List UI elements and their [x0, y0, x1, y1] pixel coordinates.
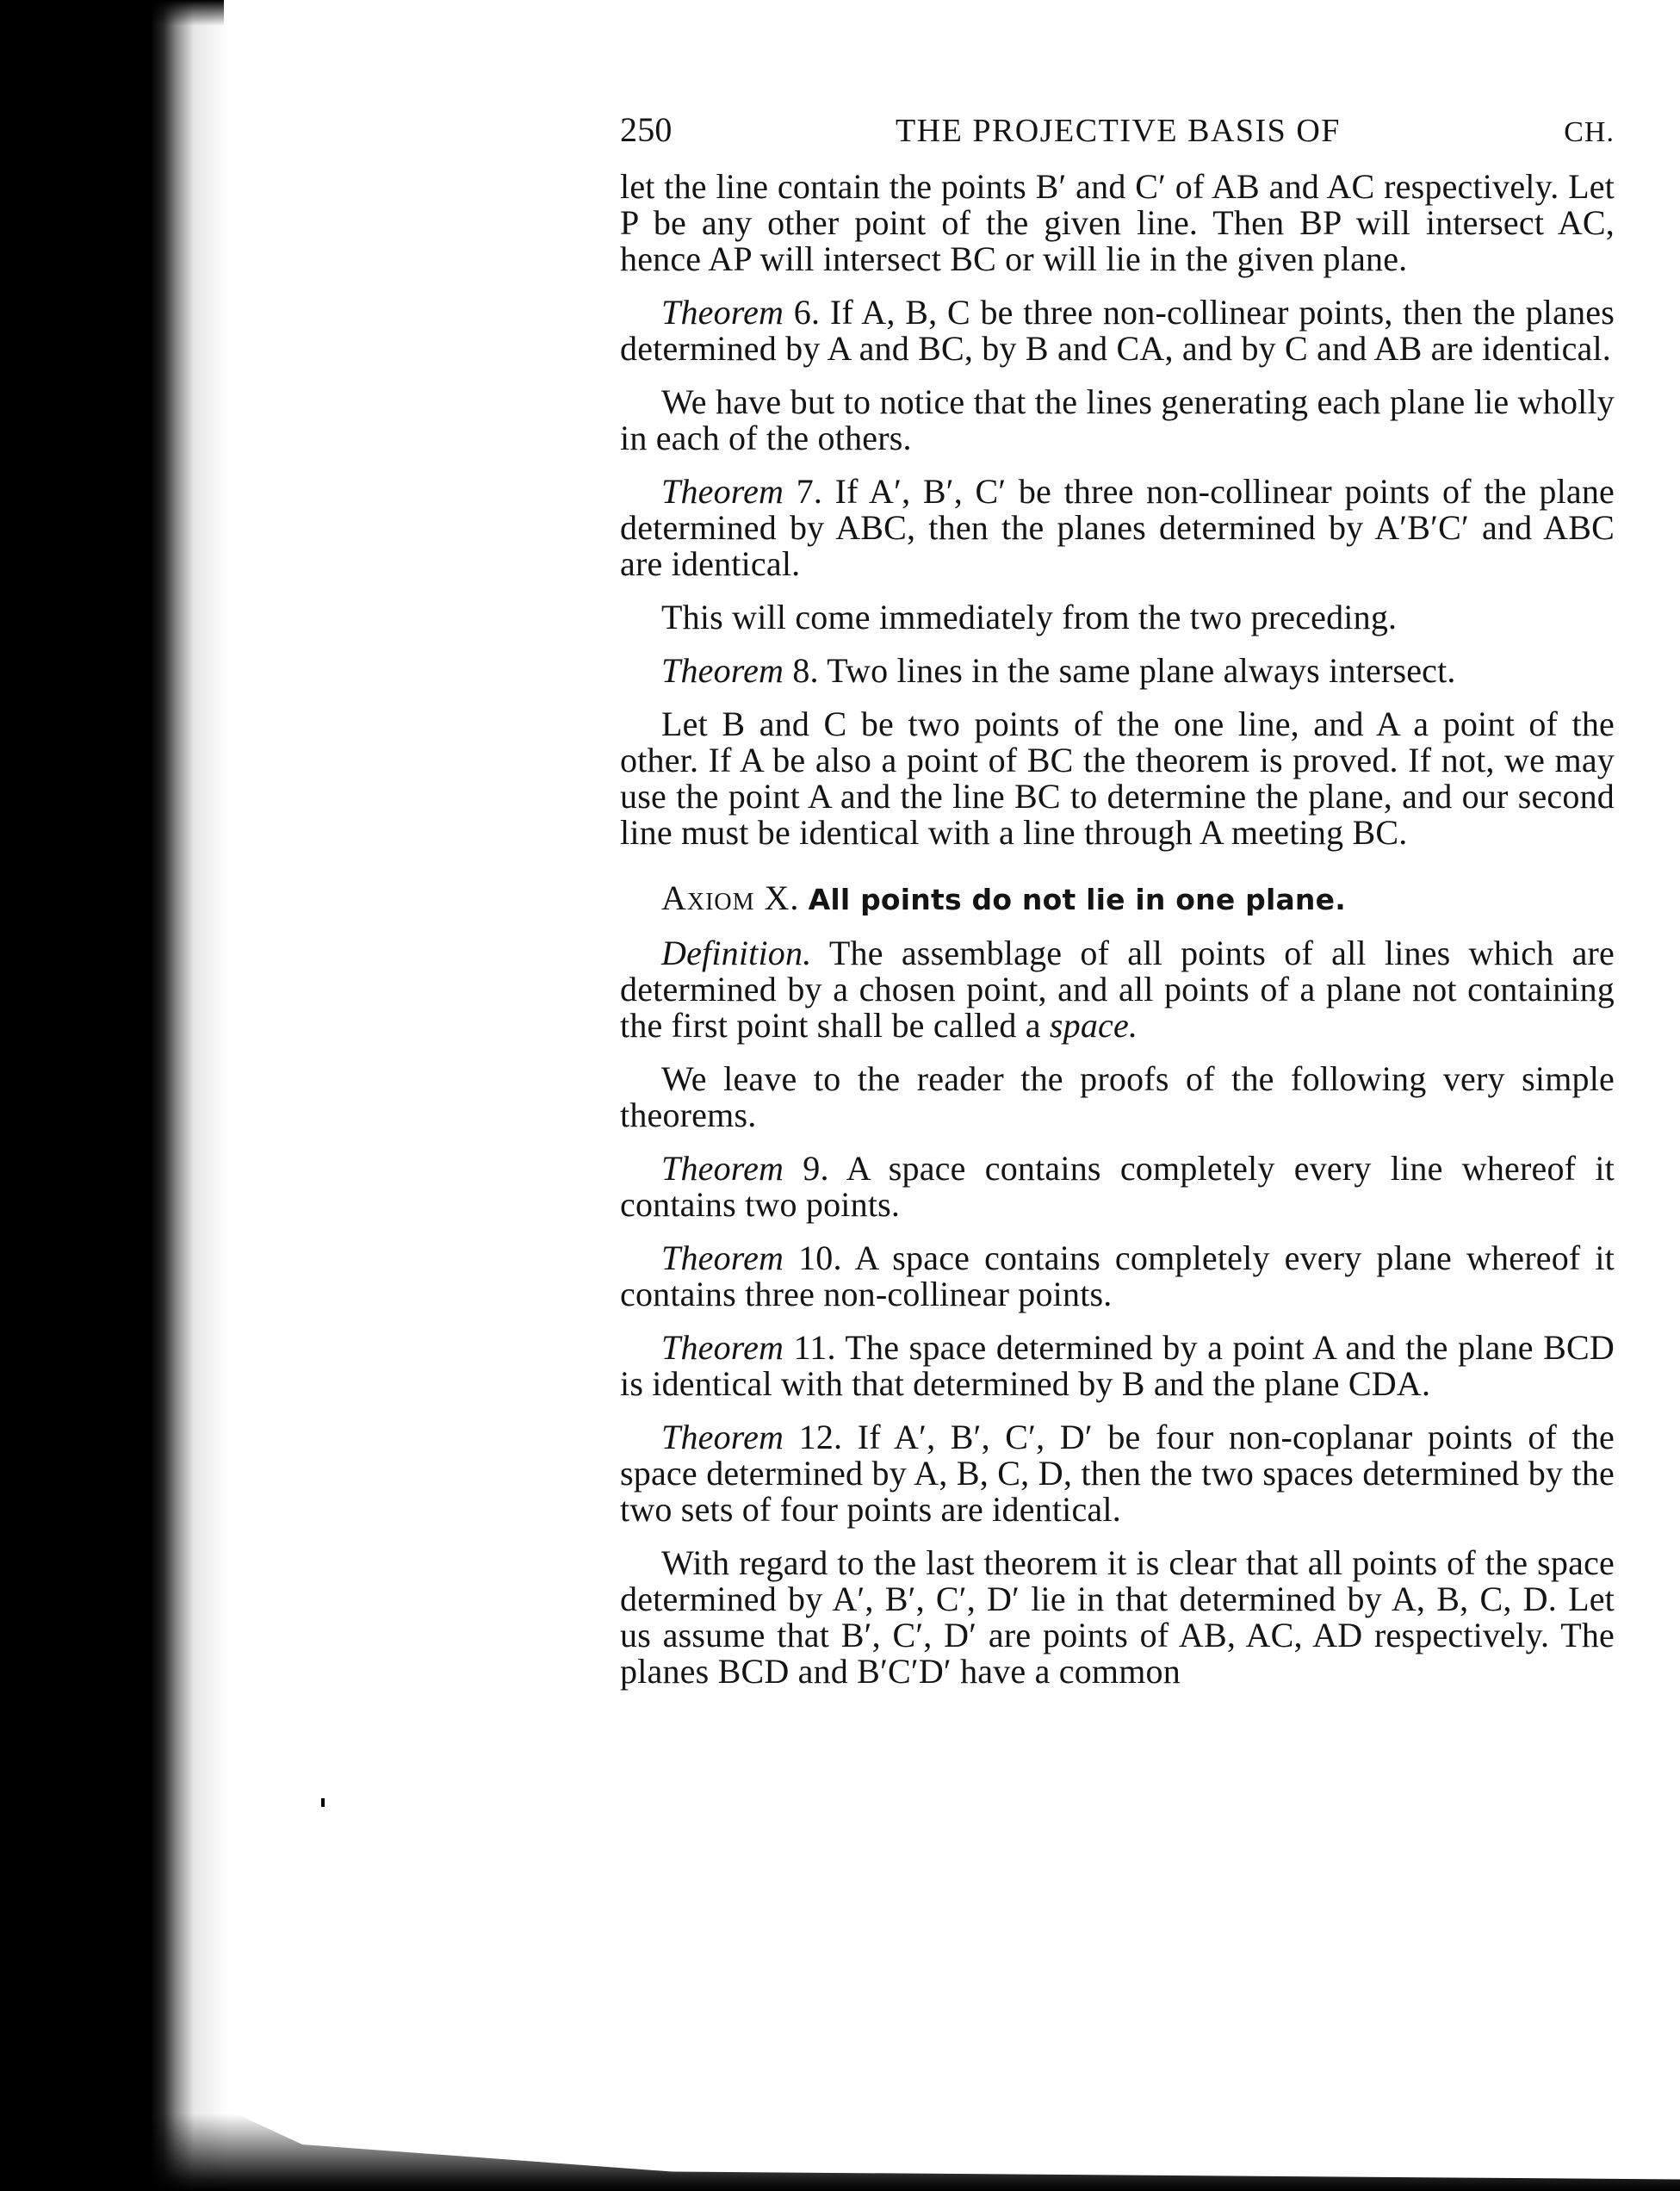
theorem-text: 10. A space contains completely every plane whereof it contains three non-collinear points. — [620, 1238, 1615, 1313]
theorem-text: 9. A space contains completely every line whereof it contains two points. — [620, 1149, 1615, 1224]
scan-bottom-edge — [0, 2113, 1680, 2191]
paragraph-continuation: let the line contain the points B′ and C′ of AB and AC respectively. Let P be any other point of the given line. Then BP will intersect AC, hence AP will intersect BC or will lie in the given plane. — [620, 167, 1615, 278]
theorem-8 — [620, 653, 1615, 689]
theorem-label: Theorem — [661, 1418, 784, 1456]
theorem-label: Theorem — [661, 651, 784, 690]
axiom-x — [620, 880, 1615, 918]
paragraph-last-theorem: With regard to the last theorem it is clear that all points of the space determined by A′, B′, C′, D′ lie in that determined by A, B, C, D. Let us assume that B′, C′, D′ are points of AB, AC, AD respectively. The planes BCD and B′C′D′ have a common — [620, 1543, 1615, 1691]
book-page — [620, 112, 1615, 1690]
page-number: 250 — [620, 110, 673, 149]
book-gutter-shadow — [0, 0, 232, 2191]
theorem-12 — [620, 1419, 1615, 1528]
definition-space — [620, 935, 1615, 1044]
paragraph-immediate: This will come immediately from the two preceding. — [661, 598, 1398, 636]
scan-top-edge — [0, 0, 224, 26]
theorem-11 — [620, 1330, 1615, 1402]
axiom-label: Axiom X. — [661, 878, 800, 917]
running-title: THE PROJECTIVE BASIS OF — [895, 113, 1341, 149]
paragraph-reader: We leave to the reader the proofs of the following very simple theorems. — [620, 1059, 1615, 1134]
theorem-label: Theorem — [661, 1149, 784, 1188]
theorem-text: 7. If A′, B′, C′ be three non-collinear points of the plane determined by ABC, then the planes determined by A′B′C′ and ABC are identical. — [620, 472, 1615, 583]
theorem-text: 6. If A, B, C be three non-collinear points, then the planes determined by A and BC, by B and CA, and by C and AB are identical. — [620, 293, 1615, 368]
definition-text: The assemblage of all points of all lines which are determined by a chosen point, and all points of a plane not containing the first point shall be called a — [620, 934, 1615, 1045]
theorem-7 — [620, 474, 1615, 582]
theorem-text: 8. Two lines in the same plane always intersect. — [784, 651, 1456, 690]
scan-speck — [321, 1798, 325, 1807]
theorem-text: 11. The space determined by a point A and the plane BCD is identical with that determined by B and the plane CDA. — [620, 1328, 1615, 1403]
theorem-label: Theorem — [661, 1328, 784, 1367]
running-head — [620, 112, 1615, 164]
definition-term: space. — [1049, 1006, 1138, 1045]
chapter-abbrev: CH. — [1564, 116, 1615, 148]
definition-label: Definition. — [661, 934, 812, 972]
axiom-text: All points do not lie in one plane. — [808, 883, 1346, 916]
theorem-9 — [620, 1151, 1615, 1223]
paragraph-proof-8: Let B and C be two points of the one line, and A a point of the other. If A be also a point of BC the theorem is proved. If not, we may use the point A and the line BC to determine the plane, and our second line must be identical with a line through A meeting BC. — [620, 704, 1615, 852]
theorem-text: 12. If A′, B′, C′, D′ be four non-coplanar points of the space determined by A, B, C, D, then the two spaces determined by the two sets of four points are identical. — [620, 1418, 1615, 1529]
theorem-label: Theorem — [661, 472, 784, 511]
paragraph-notice: We have but to notice that the lines generating each plane lie wholly in each of the others. — [620, 382, 1615, 457]
theorem-10 — [620, 1240, 1615, 1313]
theorem-6 — [620, 295, 1615, 367]
theorem-label: Theorem — [661, 1238, 784, 1277]
theorem-label: Theorem — [661, 293, 784, 332]
